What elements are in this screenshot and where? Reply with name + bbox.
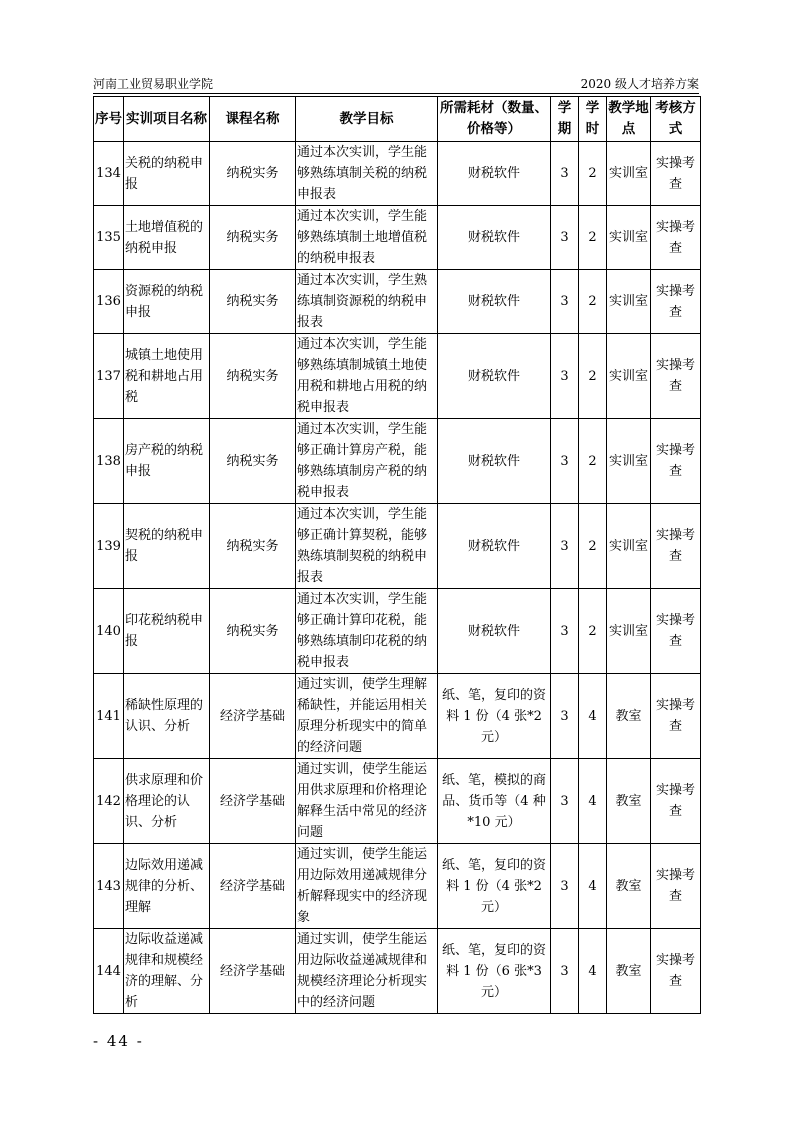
column-header: 教学目标 xyxy=(296,97,438,142)
cell-materials: 财税软件 xyxy=(438,504,551,589)
cell-term: 3 xyxy=(551,334,579,419)
cell-goal: 通过本次实训，学生能够正确计算契税，能够熟练填制契税的纳税申报表 xyxy=(296,504,438,589)
cell-term: 3 xyxy=(551,504,579,589)
cell-hours: 4 xyxy=(579,844,607,929)
page-header xyxy=(93,75,699,93)
cell-assess: 实操考查 xyxy=(651,504,701,589)
cell-goal: 通过本次实训，学生能够正确计算印花税，能够熟练填制印花税的纳税申报表 xyxy=(296,589,438,674)
table-row xyxy=(94,270,701,334)
cell-materials: 财税软件 xyxy=(438,419,551,504)
table-row xyxy=(94,419,701,504)
cell-place: 教室 xyxy=(607,844,651,929)
header-rule xyxy=(93,93,699,94)
cell-place: 实训室 xyxy=(607,270,651,334)
cell-course: 纳税实务 xyxy=(210,334,296,419)
cell-assess: 实操考查 xyxy=(651,844,701,929)
cell-materials: 纸、笔，复印的资料 1 份（6 张*3 元） xyxy=(438,929,551,1014)
cell-term: 3 xyxy=(551,589,579,674)
cell-project: 边际效用递减规律的分析、理解 xyxy=(124,844,210,929)
cell-materials: 财税软件 xyxy=(438,206,551,270)
cell-term: 3 xyxy=(551,759,579,844)
cell-project: 土地增值税的纳税申报 xyxy=(124,206,210,270)
cell-place: 教室 xyxy=(607,674,651,759)
cell-course: 经济学基础 xyxy=(210,759,296,844)
cell-assess: 实操考查 xyxy=(651,929,701,1014)
cell-place: 实训室 xyxy=(607,589,651,674)
cell-goal: 通过本次实训，学生能够熟练填制土地增值税的纳税申报表 xyxy=(296,206,438,270)
cell-term: 3 xyxy=(551,844,579,929)
cell-project: 房产税的纳税申报 xyxy=(124,419,210,504)
cell-materials: 财税软件 xyxy=(438,142,551,206)
cell-project: 城镇土地使用税和耕地占用税 xyxy=(124,334,210,419)
cell-place: 教室 xyxy=(607,759,651,844)
table-row xyxy=(94,504,701,589)
column-header: 序号 xyxy=(94,97,124,142)
cell-project: 印花税纳税申报 xyxy=(124,589,210,674)
cell-materials: 财税软件 xyxy=(438,270,551,334)
cell-project: 资源税的纳税申报 xyxy=(124,270,210,334)
cell-no: 136 xyxy=(94,270,124,334)
cell-materials: 财税软件 xyxy=(438,334,551,419)
column-header: 所需耗材（数量、价格等） xyxy=(438,97,551,142)
cell-no: 138 xyxy=(94,419,124,504)
cell-hours: 4 xyxy=(579,929,607,1014)
cell-course: 经济学基础 xyxy=(210,674,296,759)
cell-no: 143 xyxy=(94,844,124,929)
column-header: 教学地点 xyxy=(607,97,651,142)
table-row xyxy=(94,929,701,1014)
cell-goal: 通过实训，使学生能运用供求原理和价格理论解释生活中常见的经济问题 xyxy=(296,759,438,844)
cell-project: 边际收益递减规律和规模经济的理解、分析 xyxy=(124,929,210,1014)
table-row xyxy=(94,206,701,270)
cell-place: 实训室 xyxy=(607,334,651,419)
cell-place: 实训室 xyxy=(607,206,651,270)
cell-no: 137 xyxy=(94,334,124,419)
page-number: - 44 - xyxy=(93,1032,144,1050)
cell-term: 3 xyxy=(551,419,579,504)
cell-no: 134 xyxy=(94,142,124,206)
cell-place: 教室 xyxy=(607,929,651,1014)
cell-no: 141 xyxy=(94,674,124,759)
institution-name: 河南工业贸易职业学院 xyxy=(93,77,214,91)
cell-course: 纳税实务 xyxy=(210,270,296,334)
cell-no: 144 xyxy=(94,929,124,1014)
column-header: 学时 xyxy=(579,97,607,142)
training-table xyxy=(93,96,701,1014)
cell-no: 142 xyxy=(94,759,124,844)
cell-goal: 通过本次实训，学生能够熟练填制关税的纳税申报表 xyxy=(296,142,438,206)
cell-hours: 2 xyxy=(579,142,607,206)
cell-course: 纳税实务 xyxy=(210,419,296,504)
cell-materials: 纸、笔，复印的资料 1 份（4 张*2 元） xyxy=(438,674,551,759)
cell-term: 3 xyxy=(551,674,579,759)
column-header: 实训项目名称 xyxy=(124,97,210,142)
cell-course: 纳税实务 xyxy=(210,142,296,206)
cell-goal: 通过本次实训，学生熟练填制资源税的纳税申报表 xyxy=(296,270,438,334)
cell-hours: 2 xyxy=(579,206,607,270)
cell-hours: 4 xyxy=(579,674,607,759)
column-header: 课程名称 xyxy=(210,97,296,142)
cell-goal: 通过本次实训，学生能够正确计算房产税，能够熟练填制房产税的纳税申报表 xyxy=(296,419,438,504)
cell-no: 139 xyxy=(94,504,124,589)
cell-course: 纳税实务 xyxy=(210,504,296,589)
cell-course: 经济学基础 xyxy=(210,844,296,929)
cell-course: 纳税实务 xyxy=(210,589,296,674)
cell-place: 实训室 xyxy=(607,419,651,504)
table-row xyxy=(94,674,701,759)
cell-assess: 实操考查 xyxy=(651,419,701,504)
column-header: 学期 xyxy=(551,97,579,142)
cell-project: 契税的纳税申报 xyxy=(124,504,210,589)
cell-hours: 2 xyxy=(579,270,607,334)
cell-goal: 通过实训，使学生能运用边际效用递减规律分析解释现实中的经济现象 xyxy=(296,844,438,929)
cell-hours: 2 xyxy=(579,504,607,589)
cell-no: 135 xyxy=(94,206,124,270)
cell-assess: 实操考查 xyxy=(651,270,701,334)
table-header-row xyxy=(94,97,701,142)
cell-project: 关税的纳税申报 xyxy=(124,142,210,206)
cell-term: 3 xyxy=(551,929,579,1014)
table-row xyxy=(94,844,701,929)
cell-materials: 财税软件 xyxy=(438,589,551,674)
cell-assess: 实操考查 xyxy=(651,334,701,419)
cell-term: 3 xyxy=(551,142,579,206)
cell-assess: 实操考查 xyxy=(651,142,701,206)
cell-course: 纳税实务 xyxy=(210,206,296,270)
cell-project: 供求原理和价格理论的认识、分析 xyxy=(124,759,210,844)
cell-goal: 通过实训，使学生能运用边际收益递减规律和规模经济理论分析现实中的经济问题 xyxy=(296,929,438,1014)
cell-hours: 2 xyxy=(579,419,607,504)
cell-term: 3 xyxy=(551,206,579,270)
table-row xyxy=(94,142,701,206)
cell-materials: 纸、笔，复印的资料 1 份（4 张*2 元） xyxy=(438,844,551,929)
cell-goal: 通过本次实训，学生能够熟练填制城镇土地使用税和耕地占用税的纳税申报表 xyxy=(296,334,438,419)
cell-place: 实训室 xyxy=(607,142,651,206)
table-row xyxy=(94,589,701,674)
cell-assess: 实操考查 xyxy=(651,206,701,270)
program-title: 2020 级人才培养方案 xyxy=(580,77,699,91)
cell-place: 实训室 xyxy=(607,504,651,589)
table-row xyxy=(94,759,701,844)
cell-assess: 实操考查 xyxy=(651,589,701,674)
cell-hours: 2 xyxy=(579,589,607,674)
cell-term: 3 xyxy=(551,270,579,334)
cell-hours: 4 xyxy=(579,759,607,844)
cell-hours: 2 xyxy=(579,334,607,419)
cell-course: 经济学基础 xyxy=(210,929,296,1014)
cell-no: 140 xyxy=(94,589,124,674)
cell-project: 稀缺性原理的认识、分析 xyxy=(124,674,210,759)
cell-materials: 纸、笔，模拟的商品、货币等（4 种*10 元） xyxy=(438,759,551,844)
table-row xyxy=(94,334,701,419)
cell-assess: 实操考查 xyxy=(651,674,701,759)
cell-goal: 通过实训，使学生理解稀缺性，并能运用相关原理分析现实中的简单的经济问题 xyxy=(296,674,438,759)
cell-assess: 实操考查 xyxy=(651,759,701,844)
column-header: 考核方式 xyxy=(651,97,701,142)
